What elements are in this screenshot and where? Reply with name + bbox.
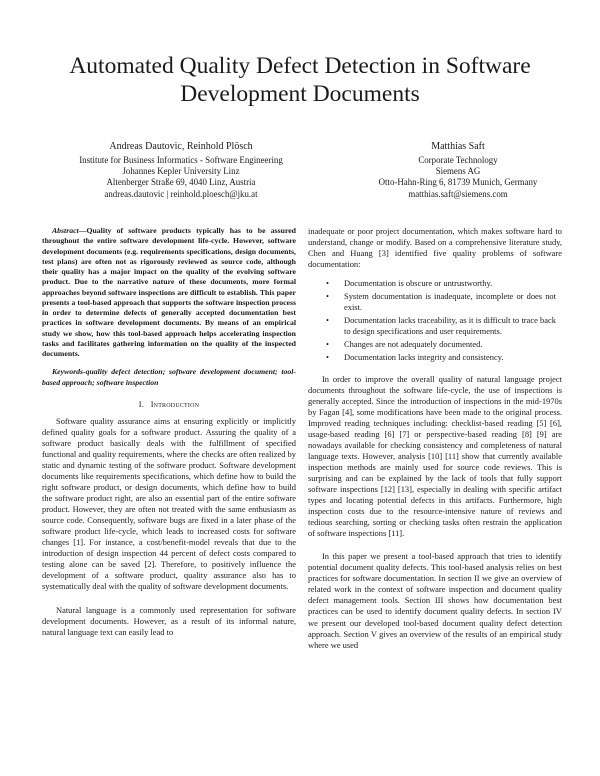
paragraph: inadequate or poor project documentation, which makes software hard to understand, change or modify. Based on a comprehensive literature study, Chen and Huang [3] identified five quality problems of software documentation: xyxy=(308,226,562,270)
abstract xyxy=(42,226,296,359)
author-email: andreas.dautovic | reinhold.ploesch@jku.at xyxy=(104,188,258,199)
author-affiliation-line: Institute for Business Informatics - Software Engineering xyxy=(79,155,283,165)
author-email: matthias.saft@siemens.com xyxy=(408,188,508,199)
author-block-1 xyxy=(40,140,322,200)
paper-title: Automated Quality Defect Detection in Software Development Documents xyxy=(69,53,531,107)
paragraph: Software quality assurance aims at ensuring explicitly or implicitly defined quality goals for a software product. Assuring the quality of a software product basically deals with the fulfillment of specified functional and quality requirements, where the checks are often realized by static and dynamic testing of the software product. Software development documents like requirements specifications, which define how to build the right software product, or design documents, which define how to build the software product right, are also an essential part of the entire software product. However, they are often not treated with the same enthusiasm as source code. Consequently, software bugs are fixed in a later phase of the software product life-cycle, which leads to increased costs for software changes [1]. For instance, a cost/benefit-model reveals that due to the introduction of design inspection 44 percent of defect costs compared to testing alone can be saved [2]. Therefore, to positively influence the development of a software product, quality assurance also has to systematically deal with the quality of software development documents. xyxy=(42,415,296,592)
quality-problems-list xyxy=(308,278,562,363)
left-column xyxy=(42,226,296,638)
author-names: Andreas Dautovic, Reinhold Plösch xyxy=(109,141,253,152)
section-number: I. xyxy=(138,399,144,409)
paragraph: In this paper we present a tool-based approach that tries to identify potential document quality defects. This tool-based analysis relies on best practices for software documentation. In section II we give an overview of related work in the context of software inspection and document quality defect management tools. Section III shows how documentation best practices can be used to identify document quality defects. In section IV we present our developed tool-based document quality defect detection approach. Section V gives an overview of the results of an empirical study where we used xyxy=(308,551,562,650)
paragraph: In order to improve the overall quality of natural language project documents throughout the software life-cycle, the use of inspections is generally accepted. Since the introduction of inspections in the mid-1970s by Fagan [4], some modifications have been made to the original process. Improved reading techniques including: checklist-based reading [5] [6], usage-based reading [6] [7] or perspective-based reading [8] [9] are nowadays available for checking consistency and completeness of natural language texts. However, analysis [10] [11] show that currently available inspection methods are mainly used for source code reviews. This is surprising and can be explained by the lack of tools that fully support software inspections [12] [13], especially in dealing with specific artifact types and locating potential defects in this artifacts. Furthermore, high inspection costs due to the resource-intensive nature of reviews and tedious searching, sorting or checking tasks often restrain the application of software inspections [11]. xyxy=(308,373,562,539)
section-heading xyxy=(42,399,296,410)
list-item: • System documentation is inadequate, incomplete or does not exist. xyxy=(334,291,562,313)
author-names: Matthias Saft xyxy=(431,141,485,152)
list-item: • Documentation lacks traceability, as it is difficult to trace back to design specifications and user requirements. xyxy=(334,315,562,337)
author-address-line: Altenberger Straße 69, 4040 Linz, Austria xyxy=(106,177,256,188)
section-title: Introduction xyxy=(150,399,200,409)
author-address-line: Otto-Hahn-Ring 6, 81739 Munich, Germany xyxy=(378,177,538,188)
right-column xyxy=(308,226,562,651)
list-item: • Documentation lacks integrity and consistency. xyxy=(334,352,562,363)
author-affiliation-line: Corporate Technology xyxy=(418,155,498,165)
author-affiliation-line: Johannes Kepler University Linz xyxy=(122,166,240,177)
author-block-2 xyxy=(338,140,578,200)
abstract-text: —Quality of software products typically has to be assured throughout the entire software development life-cycle. However, software development documents (e.g. requirements specifications, design documents, test plans) are often not as rigorously reviewed as source code, although their quality has a major impact on the quality of the evolving software product. Due to the narrative nature of these documents, more formal approaches beyond software inspections are difficult to establish. This paper presents a tool-based approach that supports the software inspection process in order to determine defects of generally accepted documentation best practices in software development documents. By means of an empirical study we show, how this tool-based approach helps accelerating inspection tasks and facilitates gathering information on the quality of the inspected documents. xyxy=(42,226,296,358)
keywords: Keywords-quality defect detection; software development document; tool-based approach; software inspection xyxy=(42,367,296,387)
list-item: • Documentation is obscure or untrustworthy. xyxy=(334,278,562,289)
abstract-label: Abstract xyxy=(52,226,79,235)
paragraph: Natural language is a commonly used representation for software development documents. However, as a result of its informal nature, natural language text can easily lead to xyxy=(42,604,296,637)
author-affiliation-line: Siemens AG xyxy=(435,166,481,177)
list-item: • Changes are not adequately documented. xyxy=(334,339,562,350)
